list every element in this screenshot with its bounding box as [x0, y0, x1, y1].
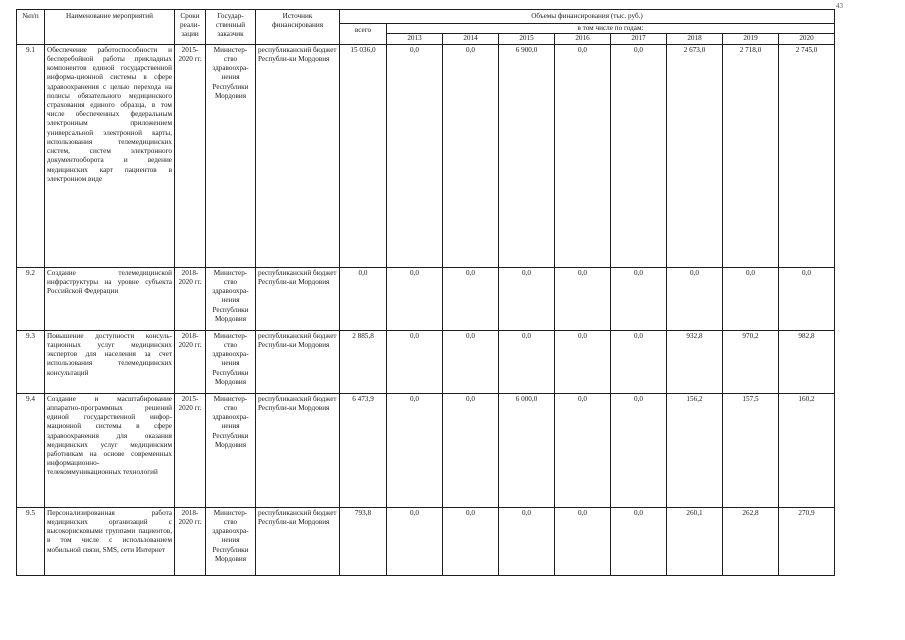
- financing-table: [16, 9, 835, 576]
- header-volume: Объемы финансирования (тыс. руб.): [340, 10, 835, 24]
- year-value: 0,0: [387, 44, 443, 267]
- year-value: 0,0: [443, 267, 499, 330]
- year-value: 0,0: [555, 267, 611, 330]
- year-value: 982,8: [779, 330, 835, 393]
- header-year: 2018: [667, 34, 723, 44]
- funding-source: республиканский бюджет Республи-ки Мордовия: [256, 507, 340, 575]
- table-row: [17, 44, 835, 267]
- year-value: 160,2: [779, 393, 835, 507]
- header-year: 2015: [499, 34, 555, 44]
- year-value: 156,2: [667, 393, 723, 507]
- row-number: 9.4: [17, 393, 45, 507]
- header-term: Сроки реали-зации: [175, 10, 206, 45]
- implementation-term: 2018-2020 гг.: [175, 267, 206, 330]
- year-value: 157,5: [723, 393, 779, 507]
- row-number: 9.1: [17, 44, 45, 267]
- activity-name: Обеспечение работоспособности и бесперебойной работы прикладных компонентов единой государственной информа-ционной системы в сфере здравоохранения с целью перехода на полисы обязательного медицинского страхования единого образца, в том числе обеспеченных федеральным электронным приложением универсальной электронной карты, использования телемедицинских систем, систем электронного документооборота и ведение медицинских карт пациентов в электронном виде: [45, 44, 175, 267]
- state-customer: Министер-ство здравоохра-нения Республики Мордовия: [206, 267, 256, 330]
- year-value: 0,0: [443, 393, 499, 507]
- state-customer: Министер-ство здравоохра-нения Республики Мордовия: [206, 507, 256, 575]
- state-customer: Министер-ство здравоохра-нения Республики Мордовия: [206, 393, 256, 507]
- year-value: 0,0: [443, 330, 499, 393]
- year-value: 0,0: [387, 507, 443, 575]
- year-value: 0,0: [779, 267, 835, 330]
- row-number: 9.3: [17, 330, 45, 393]
- year-value: 0,0: [499, 267, 555, 330]
- table-row: [17, 507, 835, 575]
- total-value: 6 473,9: [340, 393, 387, 507]
- header-year: 2019: [723, 34, 779, 44]
- year-value: 0,0: [611, 330, 667, 393]
- funding-source: республиканский бюджет Республи-ки Мордовия: [256, 267, 340, 330]
- state-customer: Министер-ство здравоохра-нения Республики Мордовия: [206, 44, 256, 267]
- year-value: 270,9: [779, 507, 835, 575]
- year-value: 2 673,0: [667, 44, 723, 267]
- year-value: 260,1: [667, 507, 723, 575]
- header-customer: Государ-ственный заказчик: [206, 10, 256, 45]
- header-year: 2020: [779, 34, 835, 44]
- header-source: Источник финансирования: [256, 10, 340, 45]
- total-value: 15 036,0: [340, 44, 387, 267]
- year-value: 932,8: [667, 330, 723, 393]
- implementation-term: 2018-2020 гг.: [175, 507, 206, 575]
- year-value: 0,0: [611, 507, 667, 575]
- activity-name: Персонализированная работа медицинских организаций с высокорисковыми группами пациентов, в том числе с использованием мобильной связи, SMS, сети Интернет: [45, 507, 175, 575]
- header-total: всего: [340, 24, 387, 44]
- header-num: №п/п: [17, 10, 45, 45]
- row-number: 9.2: [17, 267, 45, 330]
- year-value: 0,0: [555, 507, 611, 575]
- state-customer: Министер-ство здравоохра-нения Республики Мордовия: [206, 330, 256, 393]
- header-year: 2016: [555, 34, 611, 44]
- table-row: [17, 330, 835, 393]
- year-value: 0,0: [667, 267, 723, 330]
- activity-name: Повышение доступности консуль-тационных услуг медицинских экспертов для населения за счет использования телемедицинских консультаций: [45, 330, 175, 393]
- header-year: 2013: [387, 34, 443, 44]
- year-value: 0,0: [387, 267, 443, 330]
- year-value: 262,8: [723, 507, 779, 575]
- year-value: 0,0: [443, 507, 499, 575]
- year-value: 0,0: [611, 393, 667, 507]
- year-value: 0,0: [611, 267, 667, 330]
- year-value: 0,0: [555, 330, 611, 393]
- header-including: в том числе по годам:: [387, 24, 835, 34]
- table-row: [17, 267, 835, 330]
- year-value: 0,0: [723, 267, 779, 330]
- activity-name: Создание телемедицинской инфраструктуры на уровне субъекта Российской Федерации: [45, 267, 175, 330]
- year-value: 970,2: [723, 330, 779, 393]
- row-number: 9.5: [17, 507, 45, 575]
- year-value: 0,0: [387, 330, 443, 393]
- header-name: Наименование мероприятий: [45, 10, 175, 45]
- year-value: 6 900,0: [499, 44, 555, 267]
- year-value: 0,0: [555, 44, 611, 267]
- total-value: 793,8: [340, 507, 387, 575]
- implementation-term: 2015-2020 гг.: [175, 44, 206, 267]
- header-year: 2017: [611, 34, 667, 44]
- year-value: 0,0: [499, 507, 555, 575]
- implementation-term: 2015-2020 гг.: [175, 393, 206, 507]
- table-row: [17, 393, 835, 507]
- activity-name: Создание и масштабирование аппаратно-программных решений единой государственной инфор-мационной системы в сфере здравоохранения для оказания медицинских услуг медицинским работникам на основе современных информационно-телекоммуникационных технологий: [45, 393, 175, 507]
- implementation-term: 2018-2020 гг.: [175, 330, 206, 393]
- year-value: 6 000,0: [499, 393, 555, 507]
- year-value: 0,0: [387, 393, 443, 507]
- total-value: 2 885,8: [340, 330, 387, 393]
- year-value: 0,0: [443, 44, 499, 267]
- funding-source: республиканский бюджет Республи-ки Мордовия: [256, 330, 340, 393]
- funding-source: республиканский бюджет Республи-ки Мордовия: [256, 393, 340, 507]
- year-value: 2 745,0: [779, 44, 835, 267]
- page-number: 43: [836, 2, 843, 10]
- year-value: 0,0: [555, 393, 611, 507]
- year-value: 0,0: [499, 330, 555, 393]
- funding-source: республиканский бюджет Республи-ки Мордовия: [256, 44, 340, 267]
- header-year: 2014: [443, 34, 499, 44]
- year-value: 0,0: [611, 44, 667, 267]
- year-value: 2 718,0: [723, 44, 779, 267]
- total-value: 0,0: [340, 267, 387, 330]
